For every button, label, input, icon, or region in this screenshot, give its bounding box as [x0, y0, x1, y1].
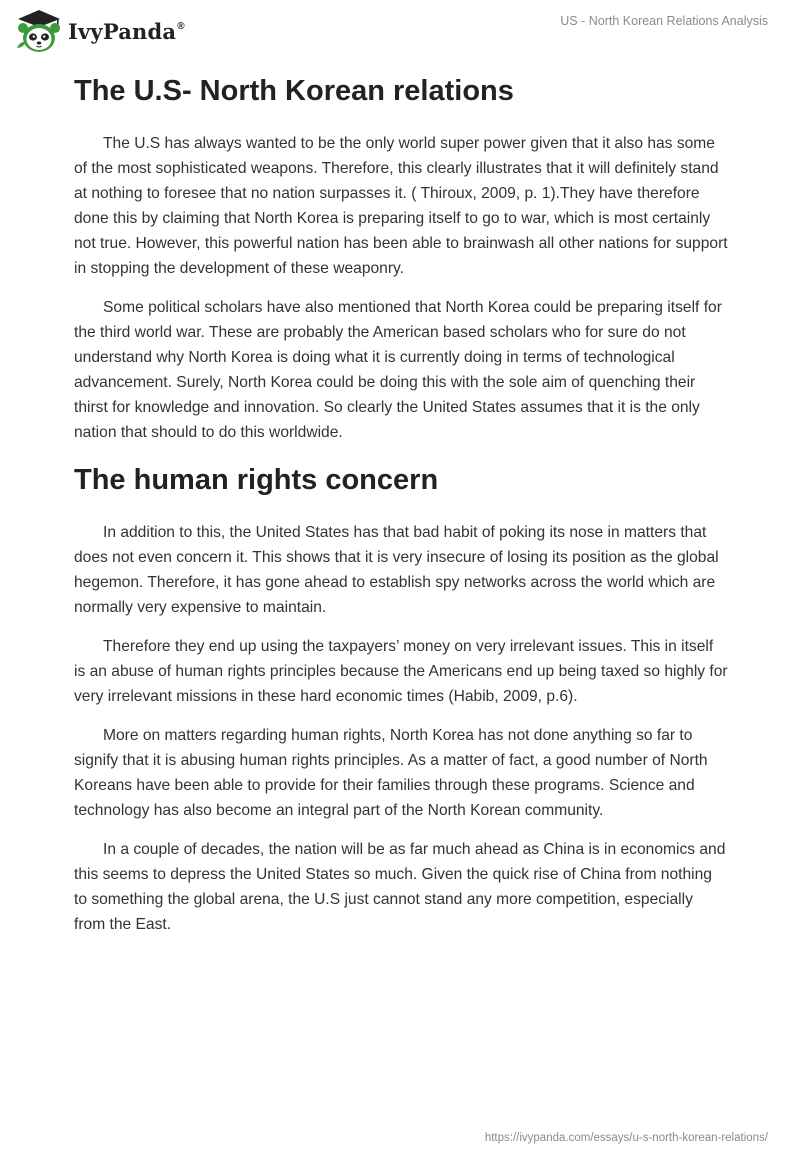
brand-name: IvyPanda® — [68, 18, 185, 44]
document-title: US - North Korean Relations Analysis — [560, 14, 768, 28]
source-url-link[interactable]: https://ivypanda.com/essays/u-s-north-korean-relations/ — [484, 1132, 768, 1144]
panda-graduate-icon — [14, 8, 64, 54]
ivypanda-logo[interactable] — [14, 8, 185, 54]
paragraph: Some political scholars have also mentioned that North Korea could be preparing itself for the third world war. These are probably the American based scholars who for sure do not understand why North Korea is doing what it is currently doing in terms of technological advancement. Surely, North Korea could be doing this with the sole aim of quenching their thirst for knowledge and innovation. So clearly the United States assumes that it is the only nation that should to do this worldwide. — [74, 298, 722, 441]
paragraph: In a couple of decades, the nation will be as far much ahead as China is in economics and this seems to depress the United States so much. Given the quick rise of China from nothing to something the global arena, the U.S just cannot stand any more competition, especially from the East. — [74, 840, 726, 933]
essay-content — [74, 70, 728, 951]
section-heading: The U.S- North Korean relations — [74, 75, 514, 107]
paragraph: More on matters regarding human rights, North Korea has not done anything so far to signify that it is abusing human rights principles. As a matter of fact, a good number of North Koreans have been able to provide for their families through these programs. Science and technology has also become an integral part of the North Korean community. — [74, 726, 708, 819]
section-heading: The human rights concern — [74, 463, 439, 496]
paragraph: The U.S has always wanted to be the only world super power given that it also has some of the most sophisticated weapons. Therefore, this clearly illustrates that it will definitely stand at nothing to foresee that no nation surpasses it. ( Thiroux, 2009, p. 1).They have therefore done this by claiming that North Korea is preparing itself to go to war, which is most certainly not true. However, this powerful nation has been able to brainwash all other nations for support in stopping the development of these weaponry. — [74, 134, 728, 277]
paragraph: In addition to this, the United States has that bad habit of poking its nose in matters that does not even concern it. This shows that it is very insecure of losing its position as the global hegemon. Therefore, it has gone ahead to establish spy networks across the world which are normally very expensive to maintain. — [74, 523, 719, 616]
page-header — [0, 0, 800, 60]
registered-mark: ® — [177, 20, 185, 32]
paragraph: Therefore they end up using the taxpayers’ money on very irrelevant issues. This in itself is an abuse of human rights principles because the Americans end up being taxed so highly for very irrelevant missions in these hard economic times (Habib, 2009, p.6). — [74, 637, 728, 705]
